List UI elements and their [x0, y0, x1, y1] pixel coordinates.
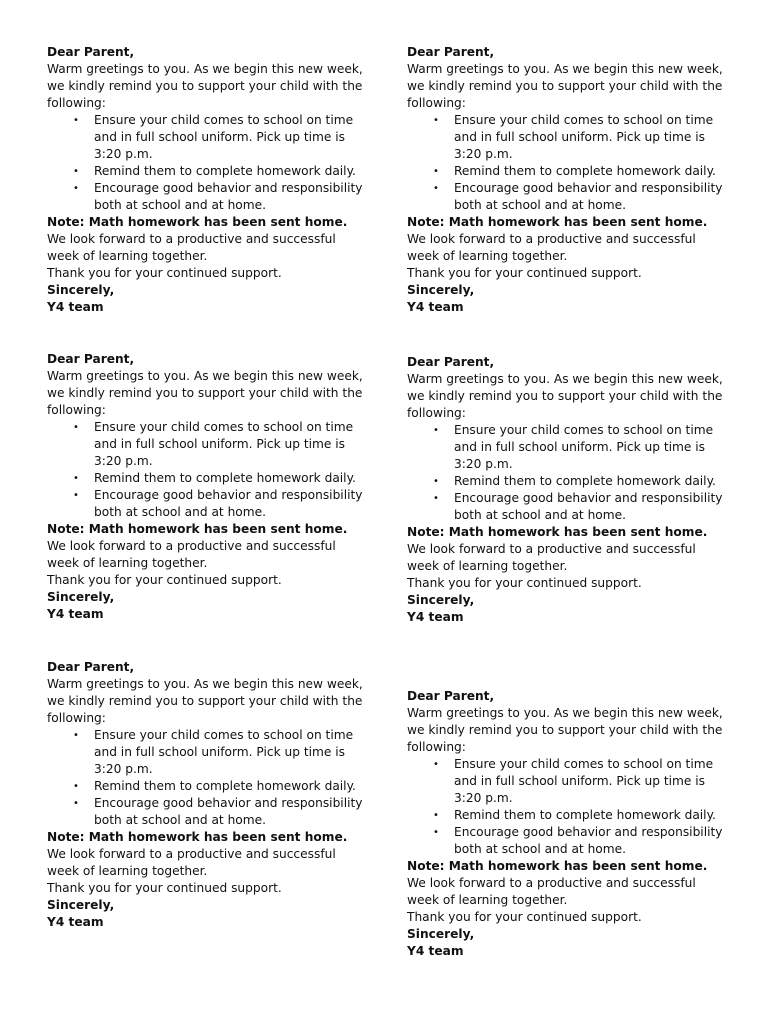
list-item-text: Encourage good behavior and responsibility both at school and at home.: [454, 491, 723, 522]
closing-line-1: We look forward to a productive and successful: [407, 876, 696, 890]
bullet-icon: •: [433, 827, 439, 838]
intro-line-1: Warm greetings to you. As we begin this new week,: [47, 369, 363, 383]
bullet-icon: •: [433, 759, 439, 770]
list-item: [47, 163, 369, 180]
bullet-icon: •: [73, 781, 79, 792]
bullet-icon: •: [73, 166, 79, 177]
intro-line-1: Warm greetings to you. As we begin this new week,: [47, 62, 363, 76]
bullet-icon: •: [73, 798, 79, 809]
closing-line-2: week of learning together.: [47, 556, 208, 570]
closing-line-1: We look forward to a productive and successful: [47, 539, 336, 553]
list-item: [47, 112, 369, 163]
closing-line-1: We look forward to a productive and successful: [47, 232, 336, 246]
list-item: [47, 727, 369, 778]
bullet-icon: •: [433, 476, 439, 487]
list-item: [47, 487, 369, 521]
signoff: Sincerely,: [47, 590, 115, 604]
intro-line-3: following:: [47, 711, 106, 725]
homework-note: Note: Math homework has been sent home.: [407, 859, 708, 873]
list-item: [407, 422, 729, 473]
parent-note-2: [407, 44, 729, 316]
reminder-list: [407, 112, 729, 214]
greeting: Dear Parent,: [407, 689, 495, 703]
list-item-text: Encourage good behavior and responsibility both at school and at home.: [454, 825, 723, 856]
signature: Y4 team: [407, 610, 464, 624]
list-item-text: Encourage good behavior and responsibility both at school and at home.: [454, 181, 723, 212]
list-item-text: Encourage good behavior and responsibility both at school and at home.: [94, 181, 363, 212]
bullet-icon: •: [73, 490, 79, 501]
signature: Y4 team: [407, 300, 464, 314]
list-item: [407, 180, 729, 214]
reminder-list: [47, 727, 369, 829]
parent-note-6: [407, 688, 729, 960]
reminder-list: [407, 756, 729, 858]
thanks-line: Thank you for your continued support.: [407, 576, 642, 590]
signoff: Sincerely,: [47, 283, 115, 297]
bullet-icon: •: [433, 425, 439, 436]
list-item: [47, 419, 369, 470]
bullet-icon: •: [433, 493, 439, 504]
signature: Y4 team: [47, 607, 104, 621]
list-item-text: Ensure your child comes to school on time and in full school uniform. Pick up time is 3:20 p.m.: [454, 757, 714, 805]
closing-line-2: week of learning together.: [407, 893, 568, 907]
intro-line-1: Warm greetings to you. As we begin this new week,: [407, 372, 723, 386]
list-item: [407, 473, 729, 490]
list-item: [407, 824, 729, 858]
list-item-text: Remind them to complete homework daily.: [94, 164, 356, 178]
closing-line-1: We look forward to a productive and successful: [407, 542, 696, 556]
reminder-list: [47, 112, 369, 214]
list-item: [407, 490, 729, 524]
homework-note: Note: Math homework has been sent home.: [407, 215, 708, 229]
list-item-text: Ensure your child comes to school on time and in full school uniform. Pick up time is 3:20 p.m.: [94, 113, 354, 161]
list-item-text: Ensure your child comes to school on time and in full school uniform. Pick up time is 3:20 p.m.: [94, 728, 354, 776]
intro-line-1: Warm greetings to you. As we begin this new week,: [407, 62, 723, 76]
signature: Y4 team: [407, 944, 464, 958]
intro-line-3: following:: [407, 406, 466, 420]
homework-note: Note: Math homework has been sent home.: [47, 830, 348, 844]
intro-line-3: following:: [407, 96, 466, 110]
parent-note-4: [407, 354, 729, 626]
intro-line-2: we kindly remind you to support your child with the: [407, 723, 723, 737]
parent-note-5: [47, 659, 369, 931]
greeting: Dear Parent,: [47, 660, 135, 674]
signoff: Sincerely,: [407, 593, 475, 607]
reminder-list: [407, 422, 729, 524]
thanks-line: Thank you for your continued support.: [47, 573, 282, 587]
list-item-text: Encourage good behavior and responsibility both at school and at home.: [94, 796, 363, 827]
list-item-text: Encourage good behavior and responsibility both at school and at home.: [94, 488, 363, 519]
bullet-icon: •: [73, 473, 79, 484]
closing-line-2: week of learning together.: [47, 249, 208, 263]
parent-note-1: [47, 44, 369, 316]
list-item-text: Remind them to complete homework daily.: [454, 474, 716, 488]
greeting: Dear Parent,: [407, 45, 495, 59]
bullet-icon: •: [433, 183, 439, 194]
list-item: [47, 795, 369, 829]
signoff: Sincerely,: [47, 898, 115, 912]
intro-line-3: following:: [407, 740, 466, 754]
list-item-text: Remind them to complete homework daily.: [94, 471, 356, 485]
intro-line-3: following:: [47, 403, 106, 417]
thanks-line: Thank you for your continued support.: [407, 910, 642, 924]
greeting: Dear Parent,: [47, 45, 135, 59]
signoff: Sincerely,: [407, 283, 475, 297]
intro-line-1: Warm greetings to you. As we begin this new week,: [47, 677, 363, 691]
list-item: [47, 180, 369, 214]
closing-line-1: We look forward to a productive and successful: [47, 847, 336, 861]
list-item: [407, 807, 729, 824]
closing-line-2: week of learning together.: [407, 559, 568, 573]
parent-note-3: [47, 351, 369, 623]
thanks-line: Thank you for your continued support.: [47, 266, 282, 280]
intro-line-2: we kindly remind you to support your child with the: [47, 694, 363, 708]
closing-line-2: week of learning together.: [47, 864, 208, 878]
list-item: [47, 778, 369, 795]
greeting: Dear Parent,: [407, 355, 495, 369]
list-item-text: Ensure your child comes to school on time and in full school uniform. Pick up time is 3:20 p.m.: [94, 420, 354, 468]
signoff: Sincerely,: [407, 927, 475, 941]
closing-line-1: We look forward to a productive and successful: [407, 232, 696, 246]
list-item: [407, 163, 729, 180]
reminder-list: [47, 419, 369, 521]
homework-note: Note: Math homework has been sent home.: [47, 215, 348, 229]
list-item-text: Ensure your child comes to school on time and in full school uniform. Pick up time is 3:20 p.m.: [454, 423, 714, 471]
greeting: Dear Parent,: [47, 352, 135, 366]
homework-note: Note: Math homework has been sent home.: [47, 522, 348, 536]
signature: Y4 team: [47, 300, 104, 314]
thanks-line: Thank you for your continued support.: [407, 266, 642, 280]
intro-line-3: following:: [47, 96, 106, 110]
bullet-icon: •: [433, 810, 439, 821]
bullet-icon: •: [73, 115, 79, 126]
bullet-icon: •: [433, 166, 439, 177]
thanks-line: Thank you for your continued support.: [47, 881, 282, 895]
homework-note: Note: Math homework has been sent home.: [407, 525, 708, 539]
bullet-icon: •: [433, 115, 439, 126]
signature: Y4 team: [47, 915, 104, 929]
list-item: [407, 756, 729, 807]
list-item-text: Remind them to complete homework daily.: [454, 164, 716, 178]
list-item-text: Ensure your child comes to school on time and in full school uniform. Pick up time is 3:20 p.m.: [454, 113, 714, 161]
bullet-icon: •: [73, 422, 79, 433]
closing-line-2: week of learning together.: [407, 249, 568, 263]
list-item: [407, 112, 729, 163]
intro-line-2: we kindly remind you to support your child with the: [407, 389, 723, 403]
list-item-text: Remind them to complete homework daily.: [94, 779, 356, 793]
list-item-text: Remind them to complete homework daily.: [454, 808, 716, 822]
intro-line-1: Warm greetings to you. As we begin this new week,: [407, 706, 723, 720]
bullet-icon: •: [73, 183, 79, 194]
bullet-icon: •: [73, 730, 79, 741]
intro-line-2: we kindly remind you to support your child with the: [47, 79, 363, 93]
intro-line-2: we kindly remind you to support your child with the: [407, 79, 723, 93]
list-item: [47, 470, 369, 487]
intro-line-2: we kindly remind you to support your child with the: [47, 386, 363, 400]
